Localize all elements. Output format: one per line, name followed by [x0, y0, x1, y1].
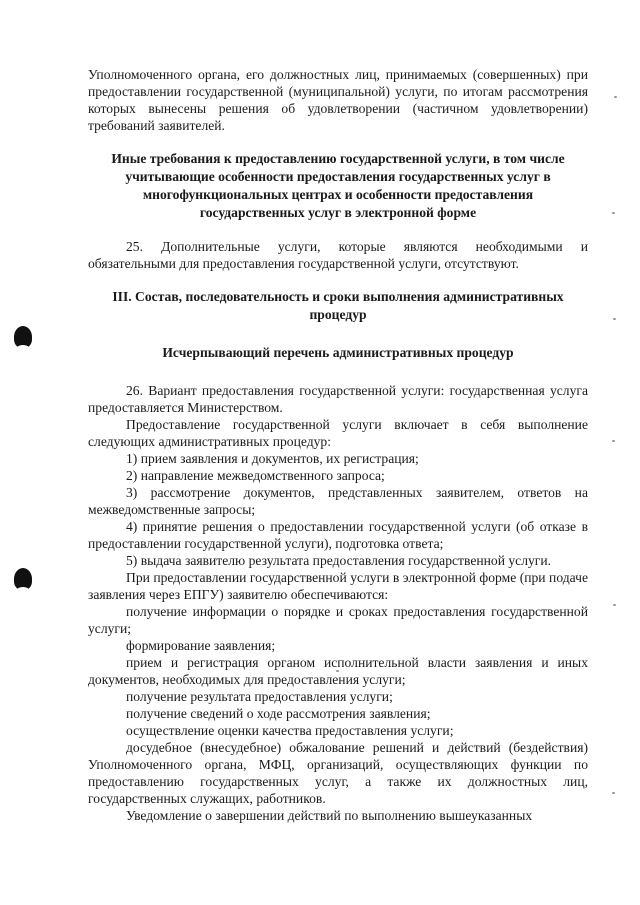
ensured-item-6: осуществление оценки качества предоставления услуги; [126, 723, 454, 738]
ensured-item-4: получение результата предоставления услуги; [126, 689, 393, 704]
scan-speck [612, 792, 615, 794]
scan-speck [612, 212, 615, 214]
procedure-item-4: 4) принятие решения о предоставлении государственной услуги (об отказе в предоставлении государственной услуги), подготовка ответа; [88, 519, 588, 551]
scan-speck [614, 96, 617, 98]
other-requirements-heading: Иные требования к предоставлению государственной услуги, в том числе учитывающие особенности предоставления государственных услуг в многофункциональных центрах и особенности предоставления государственных услуг в электронной форме [111, 151, 565, 220]
electronic-form-paragraph: При предоставлении государственной услуги в электронной форме (при подаче заявления через ЕПГУ) заявителю обеспечиваются: [88, 570, 588, 602]
punch-hole-top [14, 326, 32, 348]
ensured-item-5: получение сведений о ходе рассмотрения заявления; [126, 706, 431, 721]
ensured-item-1: получение информации о порядке и сроках предоставления государственной услуги; [88, 604, 588, 636]
procedure-item-2: 2) направление межведомственного запроса; [126, 468, 385, 483]
procedure-item-3: 3) рассмотрение документов, представленных заявителем, ответов на межведомственные запросы; [88, 485, 588, 517]
intro-paragraph: Уполномоченного органа, его должностных лиц, принимаемых (совершенных) при предоставлении государственной (муниципальной) услуги, по итогам рассмотрения которых вынесены решения об удовлетворении (частичном удовлетворении) требований заявителей. [88, 67, 588, 133]
document-body [88, 66, 588, 824]
scan-speck [612, 440, 615, 442]
scan-speck [613, 604, 616, 606]
ensured-item-7: досудебное (внесудебное) обжалование решений и действий (бездействия) Уполномоченного органа, МФЦ, организаций, осуществляющих функции по предоставлению государственных услуг, а также их должностных лиц, государственных служащих, работников. [88, 740, 588, 806]
scan-speck [613, 318, 616, 320]
includes-paragraph: Предоставление государственной услуги включает в себя выполнение следующих административных процедур: [88, 417, 588, 449]
paragraph-25: 25. Дополнительные услуги, которые являются необходимыми и обязательными для предоставления государственной услуги, отсутствуют. [88, 239, 588, 271]
paragraph-26: 26. Вариант предоставления государственной услуги: государственная услуга предоставляется Министерством. [88, 383, 588, 415]
section-3-heading: III. Состав, последовательность и сроки выполнения административных процедур [112, 289, 564, 322]
ensured-item-2: формирование заявления; [126, 638, 276, 653]
exhaustive-list-heading: Исчерпывающий перечень административных процедур [162, 345, 514, 360]
ensured-item-3: прием и регистрация органом исполнительной власти заявления и иных документов, необходимых для предоставления услуги; [88, 655, 588, 687]
punch-hole-bottom [14, 568, 32, 590]
procedure-item-5: 5) выдача заявителю результата предоставления государственной услуги. [126, 553, 552, 568]
procedure-item-1: 1) прием заявления и документов, их регистрация; [126, 451, 419, 466]
notification-paragraph: Уведомление о завершении действий по выполнению вышеуказанных [126, 808, 533, 823]
